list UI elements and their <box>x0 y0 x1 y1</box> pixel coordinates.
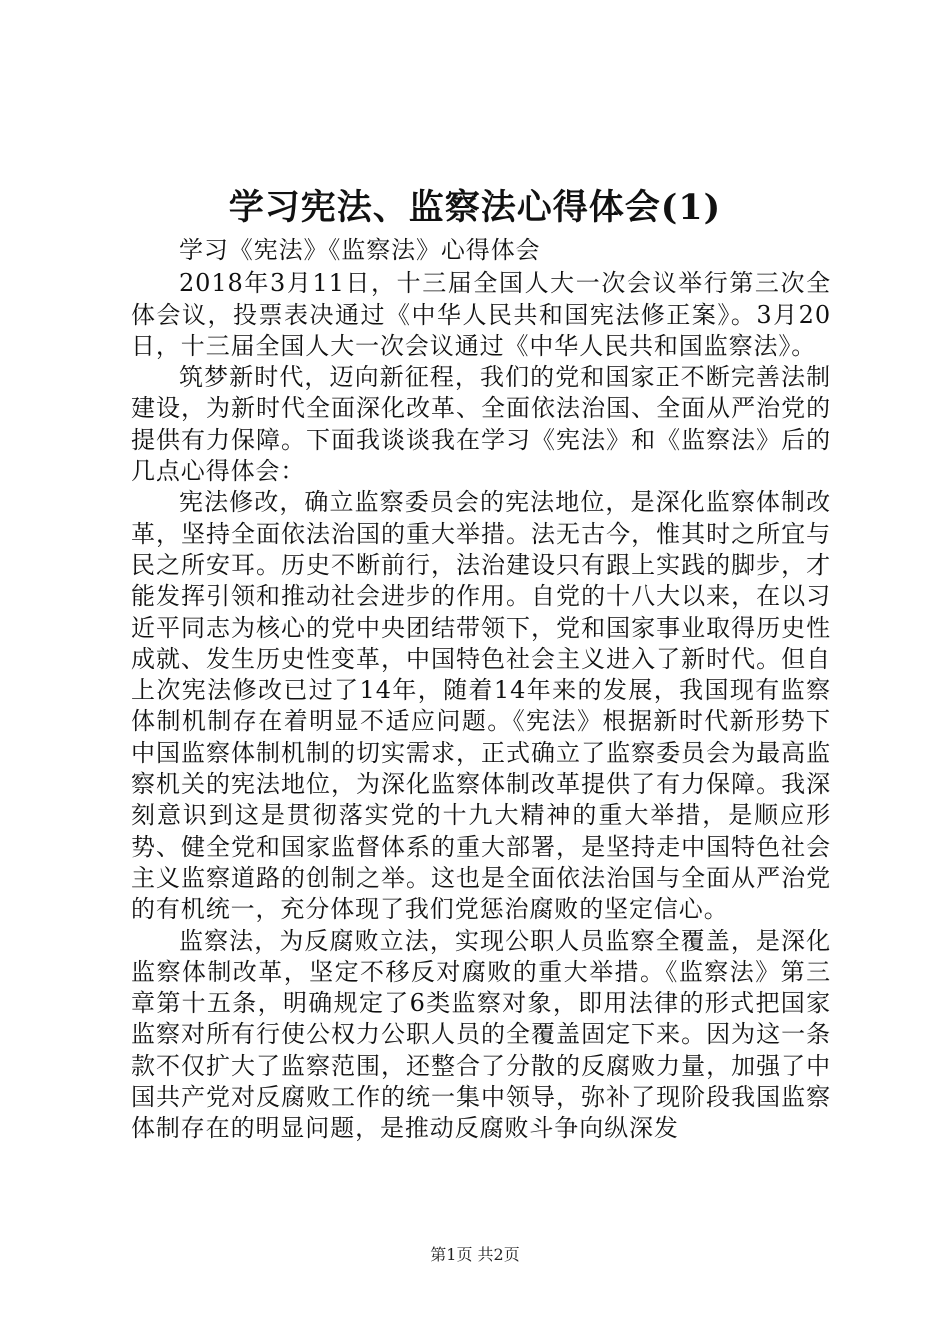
paragraph: 2018年3月11日，十三届全国人大一次会议举行第三次全体会议，投票表决通过《中华人民共和国宪法修正案》。3月20日，十三届全国人大一次会议通过《中华人民共和国监察法》。 <box>131 269 831 360</box>
paragraph: 宪法修改，确立监察委员会的宪法地位，是深化监察体制改革，坚持全面依法治国的重大举措。法无古今，惟其时之所宜与民之所安耳。历史不断前行，法治建设只有跟上实践的脚步，才能发挥引领和推动社会进步的作用。自党的十八大以来，在以习近平同志为核心的党中央团结带领下，党和国家事业取得历史性成就、发生历史性变革，中国特色社会主义进入了新时代。但自上次宪法修改已过了14年，随着14年来的发展，我国现有监察体制机制存在着明显不适应问题。《宪法》根据新时代新形势下中国监察体制机制的切实需求，正式确立了监察委员会为最高监察机关的宪法地位，为深化监察体制改革提供了有力保障。我深刻意识到这是贯彻落实党的十九大精神的重大举措，是顺应形势、健全党和国家监督体系的重大部署，是坚持走中国特色社会主义监察道路的创制之举。这也是全面依法治国与全面从严治党的有机统一，充分体现了我们党惩治腐败的坚定信心。 <box>131 488 831 924</box>
paragraph: 监察法，为反腐败立法，实现公职人员监察全覆盖，是深化监察体制改革，坚定不移反对腐败的重大举措。《监察法》第三章第十五条，明确规定了6类监察对象，即用法律的形式把国家监察对所有行使公权力公职人员的全覆盖固定下来。因为这一条款不仅扩大了监察范围，还整合了分散的反腐败力量，加强了中国共产党对反腐败工作的统一集中领导，弥补了现阶段我国监察体制存在的明显问题，是推动反腐败斗争向纵深发 <box>131 926 831 1143</box>
paragraph: 筑梦新时代，迈向新征程，我们的党和国家正不断完善法制建设，为新时代全面深化改革、全面依法治国、全面从严治党的提供有力保障。下面我谈谈我在学习《宪法》和《监察法》后的几点心得体会： <box>131 363 831 486</box>
document-title: 学习宪法、监察法心得体会(1) <box>228 187 722 228</box>
document-body <box>131 235 831 1145</box>
page-number: 第1页 共2页 <box>430 1245 520 1264</box>
document-subtitle: 学习《宪法》《监察法》心得体会 <box>179 236 541 264</box>
